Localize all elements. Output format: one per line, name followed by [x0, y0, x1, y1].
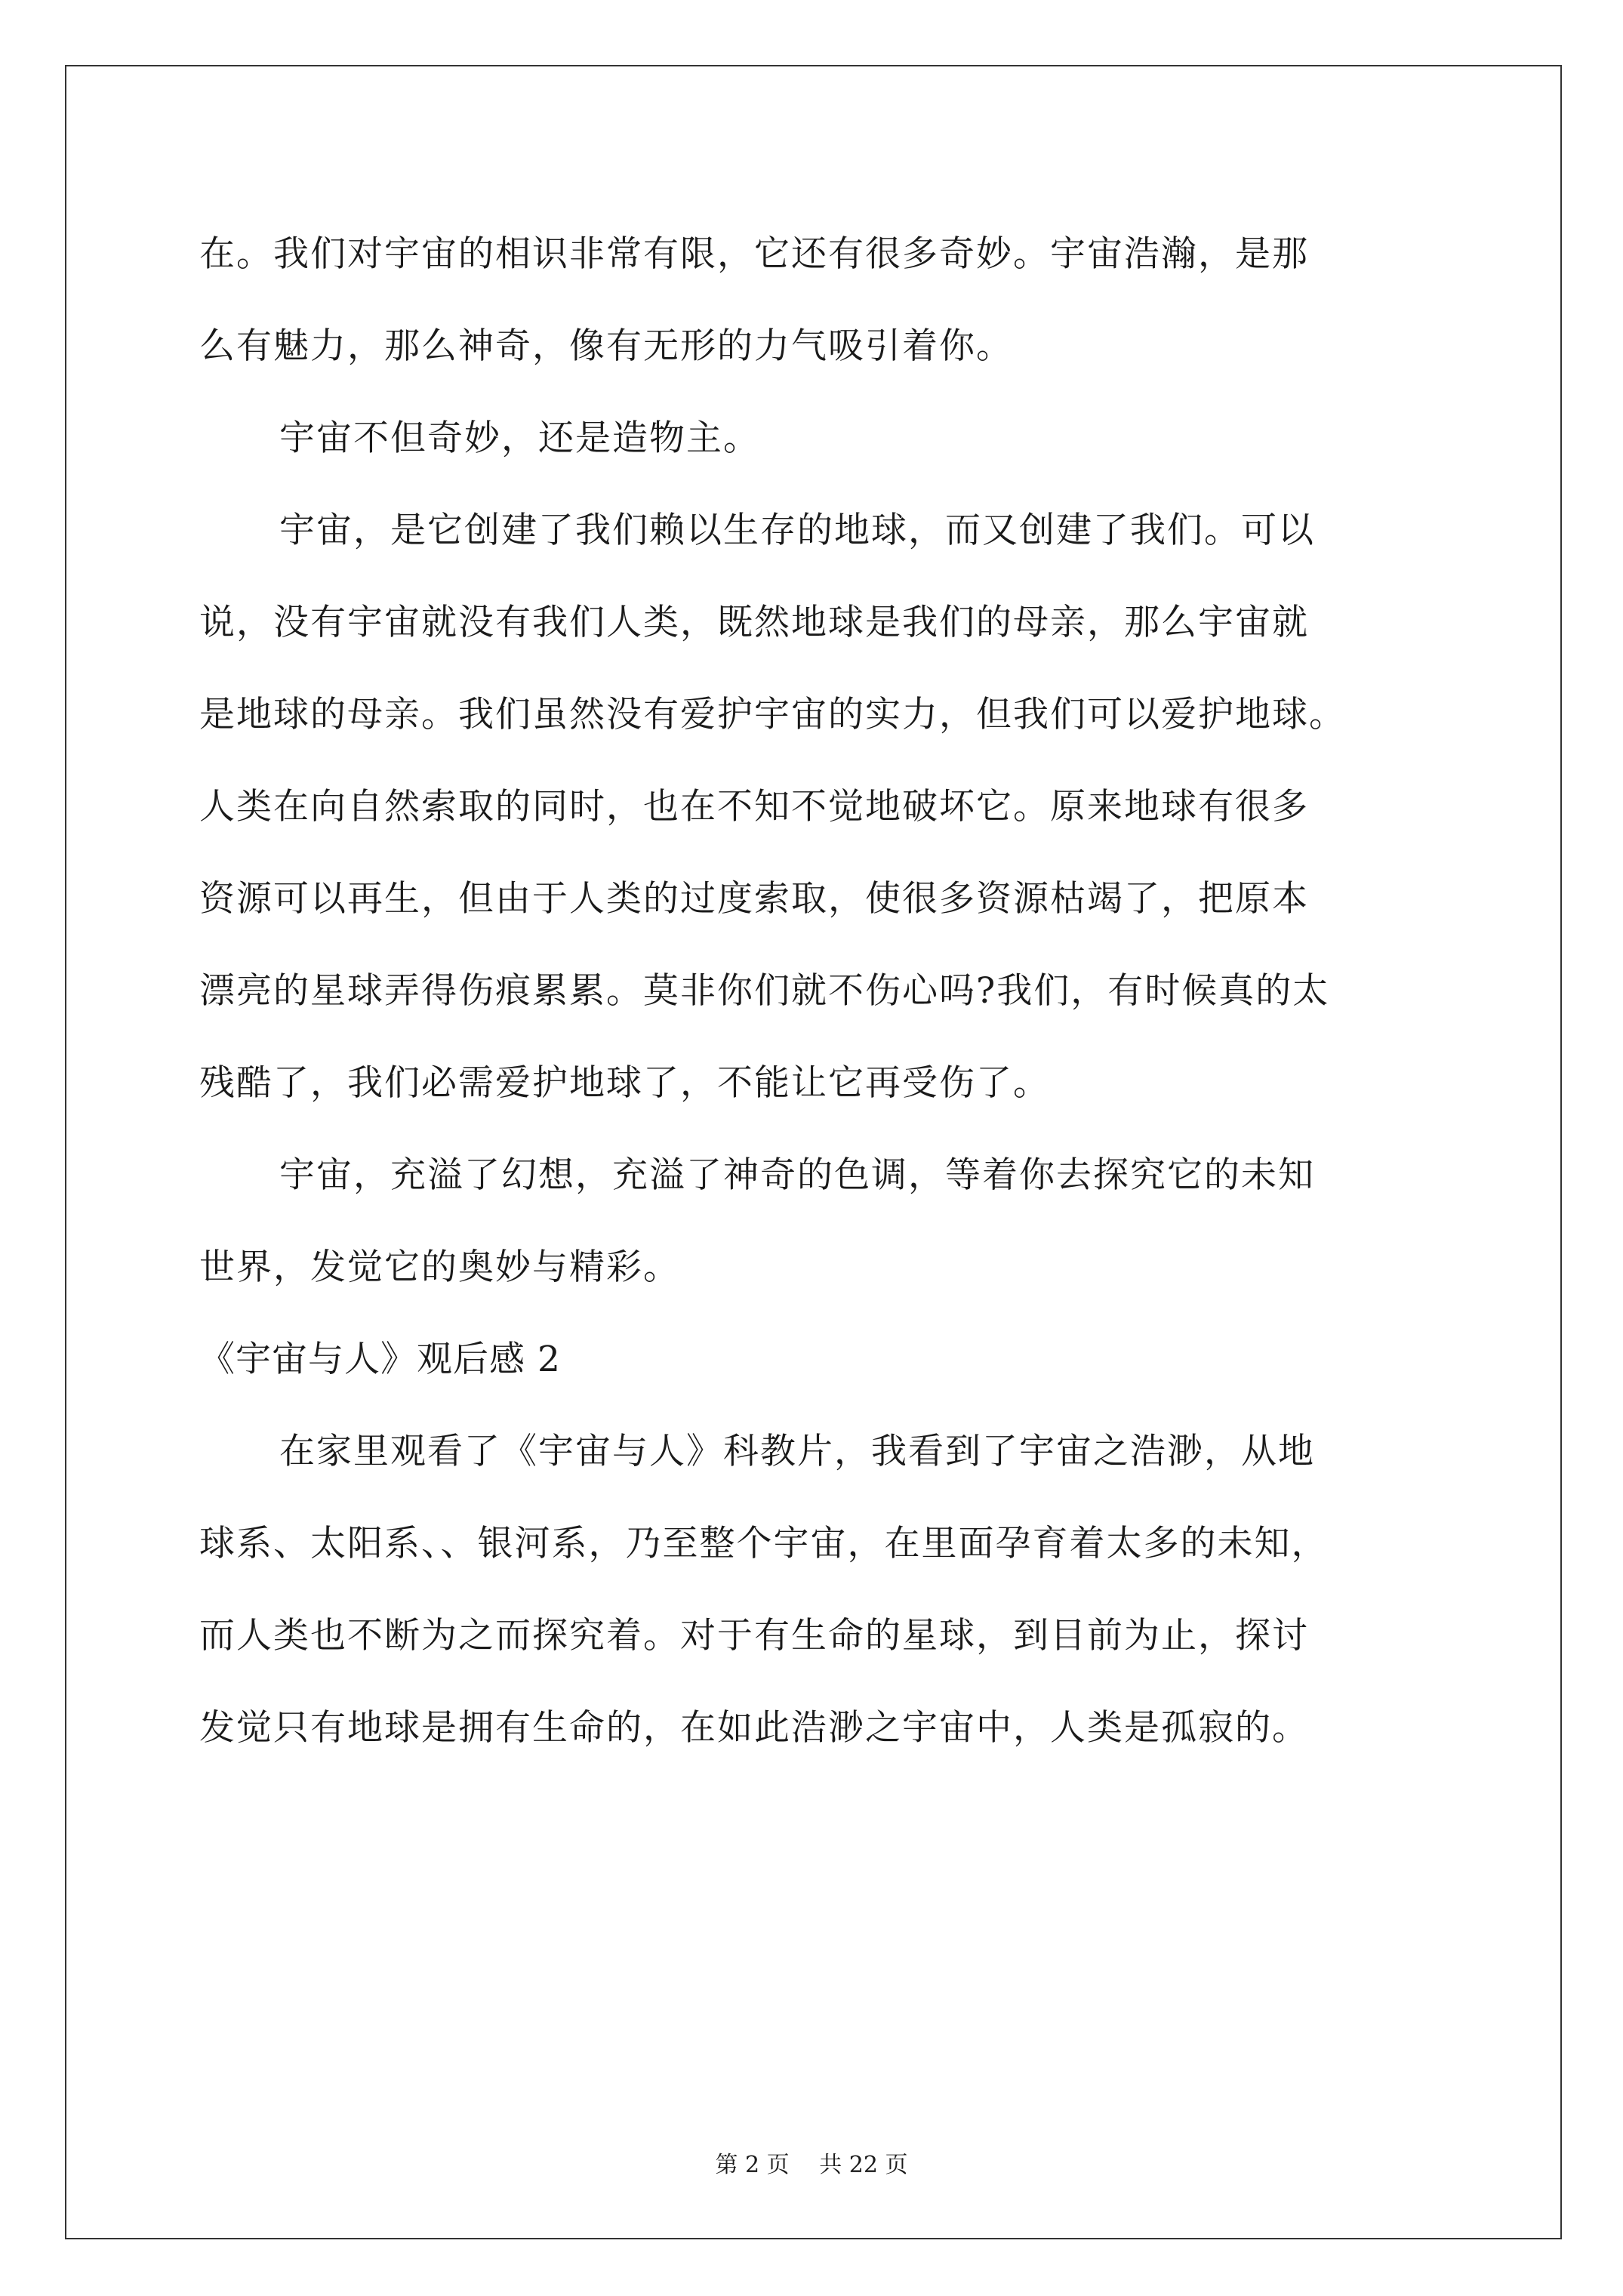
text-line: 人类在向自然索取的同时，也在不知不觉地破坏它。原来地球有很多 [199, 786, 1309, 827]
page-number: 第 2 页 共 22 页 [715, 2152, 908, 2178]
text-line: 漂亮的星球弄得伤痕累累。莫非你们就不伤心吗?我们，有时候真的太 [199, 970, 1330, 1012]
text-line: 宇宙不但奇妙，还是造物主。 [279, 418, 760, 459]
text-line: 球系、太阳系、、银河系，乃至整个宇宙，在里面孕育着太多的未知， [199, 1523, 1329, 1564]
text-line: 资源可以再生，但由于人类的过度索取，使很多资源枯竭了，把原本 [199, 878, 1309, 920]
text-line: 残酷了，我们必需爱护地球了，不能让它再受伤了。 [199, 1062, 1050, 1104]
text-line: 说，没有宇宙就没有我们人类，既然地球是我们的母亲，那么宇宙就 [199, 602, 1309, 643]
text-line: 而人类也不断为之而探究着。对于有生命的星球，到目前为止，探讨 [199, 1615, 1309, 1657]
text-line: 在家里观看了《宇宙与人》科教片，我看到了宇宙之浩渺，从地 [279, 1431, 1315, 1472]
text-line: 在。我们对宇宙的相识非常有限，它还有很多奇妙。宇宙浩瀚，是那 [199, 233, 1309, 275]
text-line: 么有魅力，那么神奇，像有无形的力气吸引着你。 [199, 325, 1013, 367]
text-line: 发觉只有地球是拥有生命的，在如此浩渺之宇宙中，人类是孤寂的。 [199, 1707, 1309, 1749]
text-line: 世界，发觉它的奥妙与精彩。 [199, 1247, 680, 1288]
document-body [199, 208, 1445, 1774]
text-line: 是地球的母亲。我们虽然没有爱护宇宙的实力，但我们可以爱护地球。 [199, 694, 1346, 735]
text-line: 宇宙，是它创建了我们赖以生存的地球，而又创建了我们。可以 [279, 510, 1315, 551]
text-line: 宇宙，充溢了幻想，充溢了神奇的色调，等着你去探究它的未知 [279, 1154, 1315, 1196]
section-heading: 《宇宙与人》观后感 2 [199, 1339, 561, 1380]
